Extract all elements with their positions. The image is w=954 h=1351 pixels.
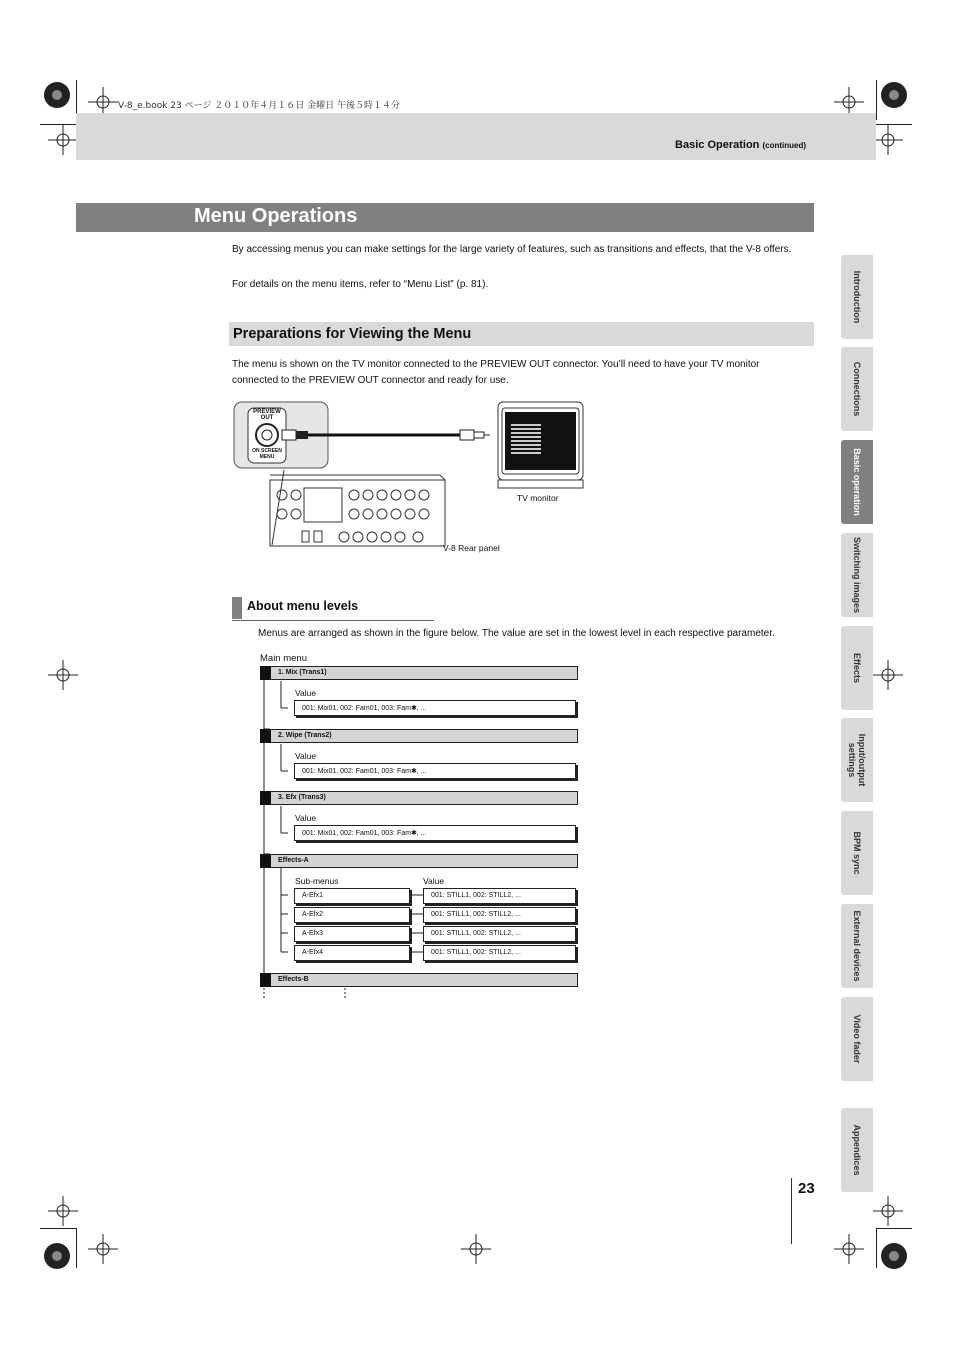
value-text: 001: Mix01, 002: Fam01, 003: Fam✱, ... (302, 830, 427, 837)
tab-label: Introduction (852, 270, 862, 324)
value-text: 001: STILL1, 002: STILL2, ... (431, 892, 521, 899)
tab-input-output-settings[interactable] (841, 718, 873, 802)
intro-paragraph-2: For details on the menu items, refer to “Menu List” (p. 81). (232, 279, 489, 290)
tab-label: Input/output settings (847, 733, 867, 787)
value-box (423, 888, 576, 904)
tab-effects[interactable] (841, 626, 873, 710)
tab-switching-images[interactable] (841, 533, 873, 617)
sub-menu-box (294, 907, 410, 923)
about-marker (232, 597, 242, 619)
subsection-title: Preparations for Viewing the Menu (233, 326, 472, 342)
intro-paragraph-1: By accessing menus you can make settings for the large variety of features, such as transitions and effects, that the V-8 offers. (232, 244, 792, 255)
menu-item-label: 2. Wipe (Trans2) (278, 732, 332, 739)
value-label: Value (295, 688, 317, 698)
page-number-rule (791, 1178, 792, 1244)
page-number: 23 (798, 1180, 815, 1197)
tab-video-fader[interactable] (841, 997, 873, 1081)
menu-item-label: 1. Mix (Trans1) (278, 669, 327, 676)
main-menu-label: Main menu (260, 653, 307, 664)
tv-monitor-label: TV monitor (517, 493, 559, 503)
value-label: Value (295, 813, 317, 823)
sub-menu-name: A-Efx2 (302, 911, 324, 918)
sub-menu-name: A-Efx3 (302, 930, 324, 937)
tab-label: External devices (852, 910, 862, 982)
value-text: 001: Mix01, 002: Fam01, 003: Fam✱, ... (302, 768, 427, 775)
sub-menu-box (294, 888, 410, 904)
section-header (675, 139, 806, 151)
value-box (423, 907, 576, 923)
tab-label: Appendices (852, 1124, 862, 1176)
connection-illustration (232, 400, 592, 560)
value-box (294, 825, 576, 841)
value-label: Value (295, 751, 317, 761)
tab-label: Switching images (852, 536, 862, 614)
menu-item-label: Effects-B (278, 976, 309, 983)
sub-menu-name: A-Efx4 (302, 949, 324, 956)
sub-menu-name: A-Efx1 (302, 892, 324, 899)
header-band (76, 113, 876, 160)
value-text: 001: STILL1, 002: STILL2, ... (431, 911, 521, 918)
menu-item-efx (260, 791, 578, 805)
tab-appendices[interactable] (841, 1108, 873, 1192)
preview-out-label: PREVIEW OUT (253, 409, 281, 421)
value-label: Value (423, 876, 445, 886)
tab-introduction[interactable] (841, 255, 873, 339)
continued-label: (continued) (762, 141, 806, 150)
value-box (294, 700, 576, 716)
tab-label: Basic operation (852, 448, 862, 516)
tab-label: BPM sync (852, 831, 862, 875)
tab-label: Effects (852, 652, 862, 684)
title-bar (76, 203, 814, 232)
value-box (423, 945, 576, 961)
page-title: Menu Operations (194, 205, 358, 227)
value-box (294, 763, 576, 779)
sub-menu-box (294, 926, 410, 942)
tab-label: Connections (852, 361, 862, 417)
about-underline (232, 620, 434, 621)
tab-external-devices[interactable] (841, 904, 873, 988)
value-text: 001: STILL1, 002: STILL2, ... (431, 949, 521, 956)
section-name: Basic Operation (675, 139, 760, 151)
tab-bpm-sync[interactable] (841, 811, 873, 895)
menu-tree (258, 650, 588, 1000)
prep-paragraph: The menu is shown on the TV monitor connected to the PREVIEW OUT connector. You’ll need to have your TV monitor connected to the PREVIEW OUT connector and ready for use. (232, 359, 760, 386)
sub-menus-label: Sub-menus (295, 876, 339, 886)
menu-item-mix (260, 666, 578, 680)
print-header: V-8_e.book 23 ページ ２０１０年４月１６日 金曜日 午後５時１４分 (118, 101, 401, 111)
tab-label: Video fader (852, 1014, 862, 1064)
menu-item-label: Effects-A (278, 857, 309, 864)
menu-item-label: 3. Efx (Trans3) (278, 794, 326, 801)
value-box (423, 926, 576, 942)
tab-connections[interactable] (841, 347, 873, 431)
on-screen-menu-label: ON SCREEN MENU (252, 448, 282, 460)
menu-item-effects-b (260, 973, 578, 987)
about-title: About menu levels (247, 599, 359, 613)
value-text: 001: Mix01, 002: Fam01, 003: Fam✱, ... (302, 705, 427, 712)
sub-menu-box (294, 945, 410, 961)
value-text: 001: STILL1, 002: STILL2, ... (431, 930, 521, 937)
menu-item-effects-a (260, 854, 578, 868)
connection-figure (232, 400, 592, 560)
tab-basic-operation[interactable] (841, 440, 873, 524)
rear-panel-label: V-8 Rear panel (443, 543, 500, 553)
menu-item-wipe (260, 729, 578, 743)
about-paragraph: Menus are arranged as shown in the figure below. The value are set in the lowest level in each respective parameter. (258, 628, 775, 639)
